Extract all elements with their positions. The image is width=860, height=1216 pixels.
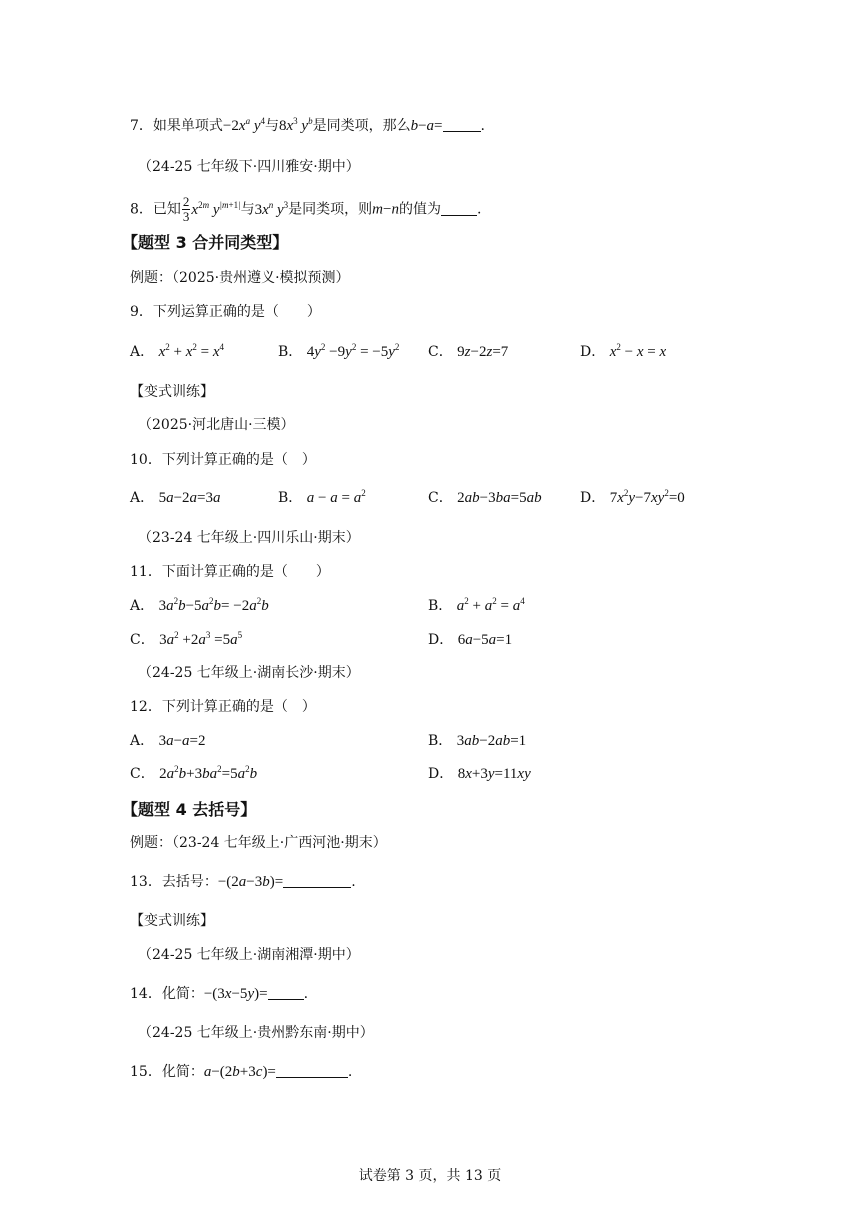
math-expression: a−(2b+3c)= (203, 1064, 276, 1080)
option-b[interactable]: B． $4y^2 -9y^2 = -5y^2$ (278, 342, 400, 360)
question-number: 15． (130, 1064, 162, 1080)
source-note: （2025·河北唐山·三模） (138, 417, 295, 433)
answer-blank[interactable] (283, 873, 351, 888)
question-15: 15．化简：a−(2b+3c)= . (130, 1064, 353, 1080)
section-heading: 【题型 3 合并同类型】 (122, 233, 289, 252)
question-number: 13． (130, 874, 162, 890)
answer-blank[interactable] (268, 985, 304, 1000)
math-expression: $-2x^a$ $y^4$ (222, 116, 265, 134)
question-10: 10．下列计算正确的是（ ） (130, 452, 316, 468)
option-d[interactable]: D． $7x^2y-7xy^2=0$ (580, 488, 685, 506)
option-b[interactable]: B． $a - a = a^2$ (278, 488, 366, 506)
example-label: 例题：（2025·贵州遵义·模拟预测） (130, 270, 350, 286)
source-note: （24-25 七年级上·湖南湘潭·期中） (138, 947, 360, 963)
answer-blank[interactable] (443, 117, 481, 132)
math-expression: −(2a−3b)= (217, 874, 284, 890)
option-b[interactable]: B． $a^2 + a^2 = a^4$ (428, 596, 525, 614)
math-expression: $3x^n$ $y^3$ (254, 199, 289, 218)
question-11: 11．下面计算正确的是（ ） (130, 564, 330, 580)
option-c[interactable]: C． 2ab−3ba=5ab (428, 490, 542, 506)
source-note: （24-25 七年级上·湖南长沙·期末） (138, 665, 360, 681)
source-note: （24-25 七年级下·四川雅安·期中） (138, 159, 360, 175)
question-12: 12．下列计算正确的是（ ） (130, 699, 316, 715)
answer-blank[interactable] (276, 1063, 348, 1078)
math-expression: b−a= (410, 118, 443, 134)
section-heading: 【题型 4 去括号】 (122, 800, 257, 819)
source-note: （23-24 七年级上·四川乐山·期末） (138, 530, 360, 546)
question-7: 7．如果单项式$-2x^a$ $y^4$与$8x^3$ $y^b$是同类项，那么b−a= . (130, 116, 485, 134)
question-number: 7． (130, 118, 153, 134)
option-a[interactable]: A． $3a^2b-5a^2b= -2a^2b$ (130, 596, 269, 614)
question-14: 14．化简：−(3x−5y)= . (130, 986, 309, 1002)
question-number: 9． (130, 304, 153, 320)
math-expression: −(3x−5y)= (203, 986, 268, 1002)
question-number: 10． (130, 452, 162, 468)
variant-heading: 【变式训练】 (130, 913, 214, 929)
option-a[interactable]: A． $x^2 + x^2 = x^4$ (130, 342, 225, 360)
page-footer: 试卷第 3 页，共 13 页 (358, 1168, 502, 1184)
example-label: 例题：（23-24 七年级上·广西河池·期末） (130, 835, 387, 851)
option-b[interactable]: B． 3ab−2ab=1 (428, 733, 527, 749)
question-number: 14． (130, 986, 162, 1002)
answer-blank[interactable] (441, 201, 477, 216)
question-number: 12． (130, 699, 162, 715)
math-expression: $8x^3$ $y^b$ (278, 116, 313, 134)
variant-heading: 【变式训练】 (130, 384, 214, 400)
option-a[interactable]: A． 3a−a=2 (130, 733, 206, 749)
option-c[interactable]: C． $2a^2b+3ba^2=5a^2b$ (130, 764, 258, 782)
question-number: 11． (130, 564, 162, 580)
source-note: （24-25 七年级上·贵州黔东南·期中） (138, 1025, 374, 1041)
question-number: 8． (130, 201, 153, 218)
math-expression: $x^{2m}$ $y^{|m+1|}$ (191, 199, 241, 218)
option-c[interactable]: C． 9z−2z=7 (428, 344, 509, 360)
option-d[interactable]: D． 6a−5a=1 (428, 632, 513, 648)
question-13: 13．去括号：−(2a−3b)= . (130, 874, 356, 890)
option-d[interactable]: D． $x^2 - x = x$ (580, 342, 667, 360)
fraction: $\frac{2}{3}$ (182, 194, 190, 224)
question-8: 8．已知 $\frac{2}{3}$ $x^{2m}$ $y^{|m+1|}$与$3x^n$ $y^3$是同类项，则m−n的值为 . (130, 194, 482, 224)
option-d[interactable]: D． 8x+3y=11xy (428, 766, 531, 782)
question-9: 9．下列运算正确的是（ ） (130, 304, 321, 320)
option-c[interactable]: C． $3a^2 +2a^3 =5a^5$ (130, 630, 243, 648)
option-a[interactable]: A． 5a−2a=3a (130, 490, 221, 506)
math-expression: m−n (372, 201, 399, 218)
